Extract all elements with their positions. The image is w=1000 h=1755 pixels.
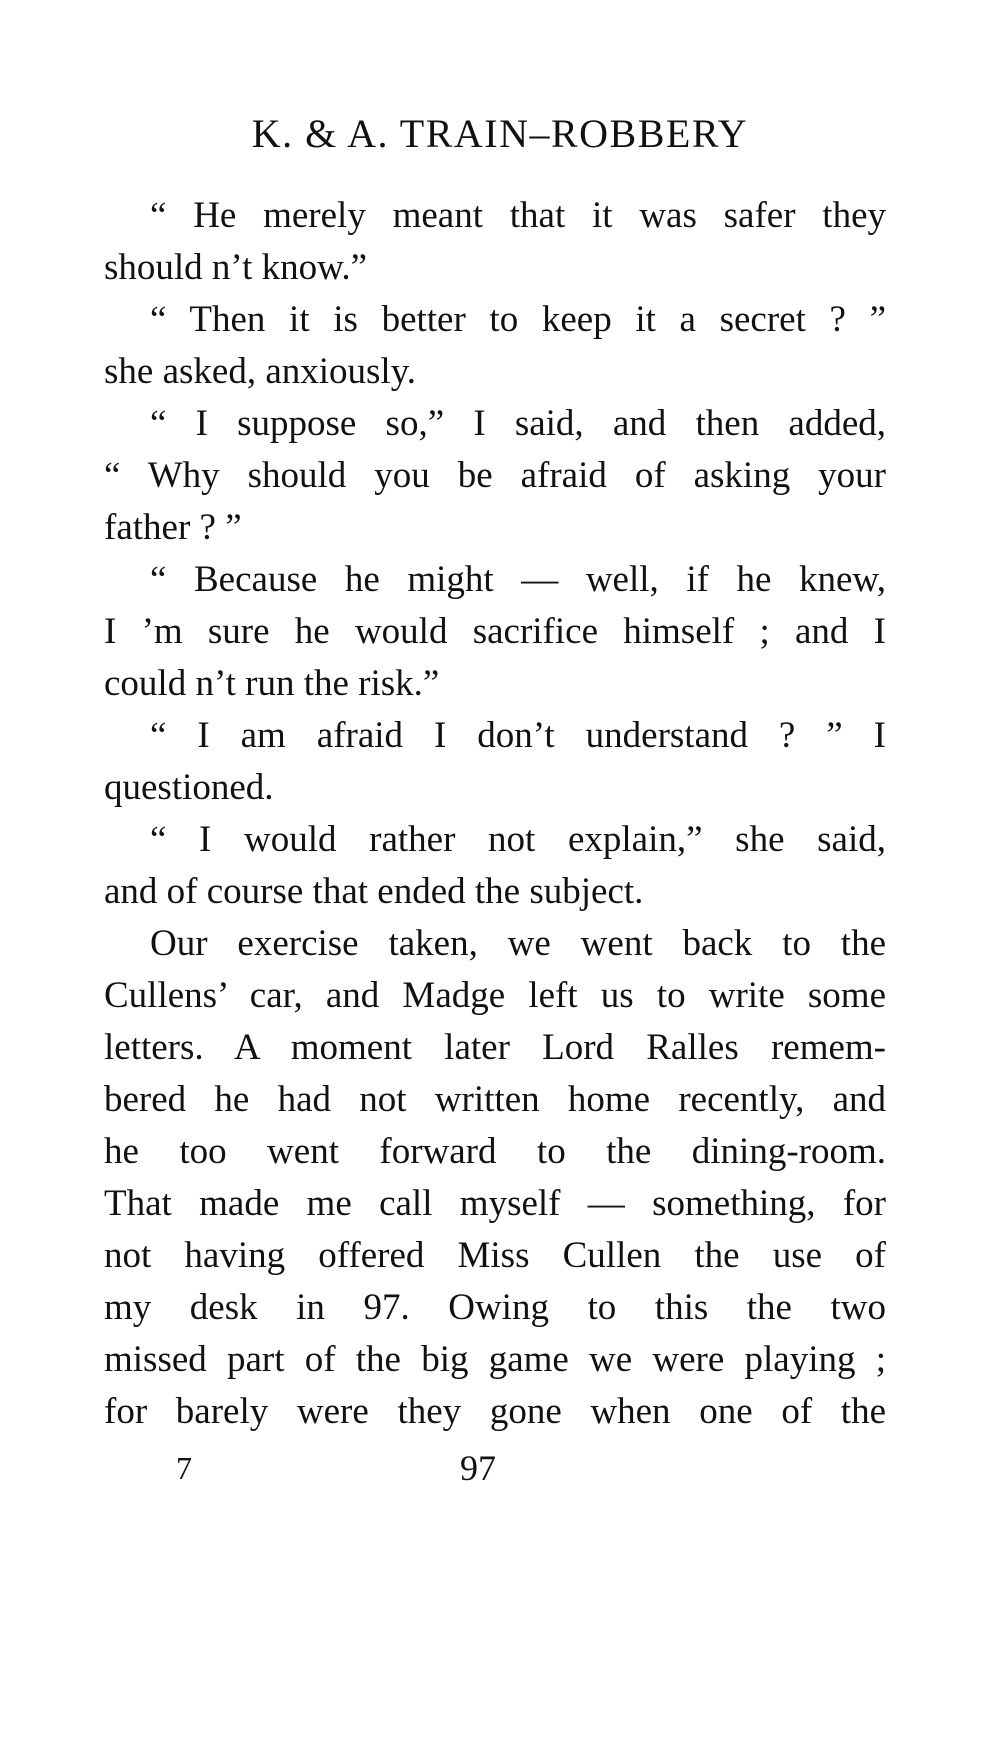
paragraph-5 [104, 710, 886, 814]
text-line: “ He merely meant that it was safer they [150, 195, 886, 236]
text-line: “ I suppose so,” I said, and then added, [150, 403, 886, 444]
text-line: “ Why should you be afraid of asking your [104, 455, 886, 496]
paragraph-3 [104, 398, 886, 554]
text-line: “ Because he might — well, if he knew, [150, 559, 886, 600]
text-line: not having offered Miss Cullen the use of [104, 1235, 886, 1276]
text-line: “ Then it is better to keep it a secret ? ” [150, 299, 886, 340]
page-footer [0, 1442, 1000, 1494]
paragraph-6 [104, 814, 886, 918]
page-number: 97 [460, 1448, 496, 1488]
paragraph-2 [104, 294, 886, 398]
running-head: K. & A. TRAIN–ROBBERY [251, 111, 749, 156]
text-line: for barely were they gone when one of the [104, 1391, 886, 1432]
text-line: bered he had not written home recently, and [104, 1079, 886, 1120]
paragraph-1 [104, 190, 886, 294]
text-line: my desk in 97. Owing to this the two [104, 1287, 886, 1328]
text-line: Our exercise taken, we went back to the [150, 923, 886, 964]
text-line: could n’t run the risk.” [104, 663, 440, 704]
text-line: “ I would rather not explain,” she said, [150, 819, 886, 860]
signature-mark: 7 [176, 1450, 192, 1486]
text-line: he too went forward to the dining-room. [104, 1131, 886, 1172]
paragraph-7 [104, 918, 886, 1438]
text-line: missed part of the big game we were playing ; [104, 1339, 886, 1380]
text-line: questioned. [104, 767, 274, 808]
body-text [104, 190, 886, 1438]
text-line: should n’t know.” [104, 247, 368, 288]
text-line: she asked, anxiously. [104, 351, 417, 392]
paragraph-4 [104, 554, 886, 710]
text-line: That made me call myself — something, for [104, 1183, 886, 1224]
text-line: I ’m sure he would sacrifice himself ; and I [104, 611, 886, 652]
text-line: “ I am afraid I don’t understand ? ” I [150, 715, 886, 756]
text-line: Cullens’ car, and Madge left us to write some [104, 975, 886, 1016]
text-line: and of course that ended the subject. [104, 871, 644, 912]
text-line: letters. A moment later Lord Ralles remem- [104, 1027, 886, 1068]
text-line: father ? ” [104, 507, 242, 548]
